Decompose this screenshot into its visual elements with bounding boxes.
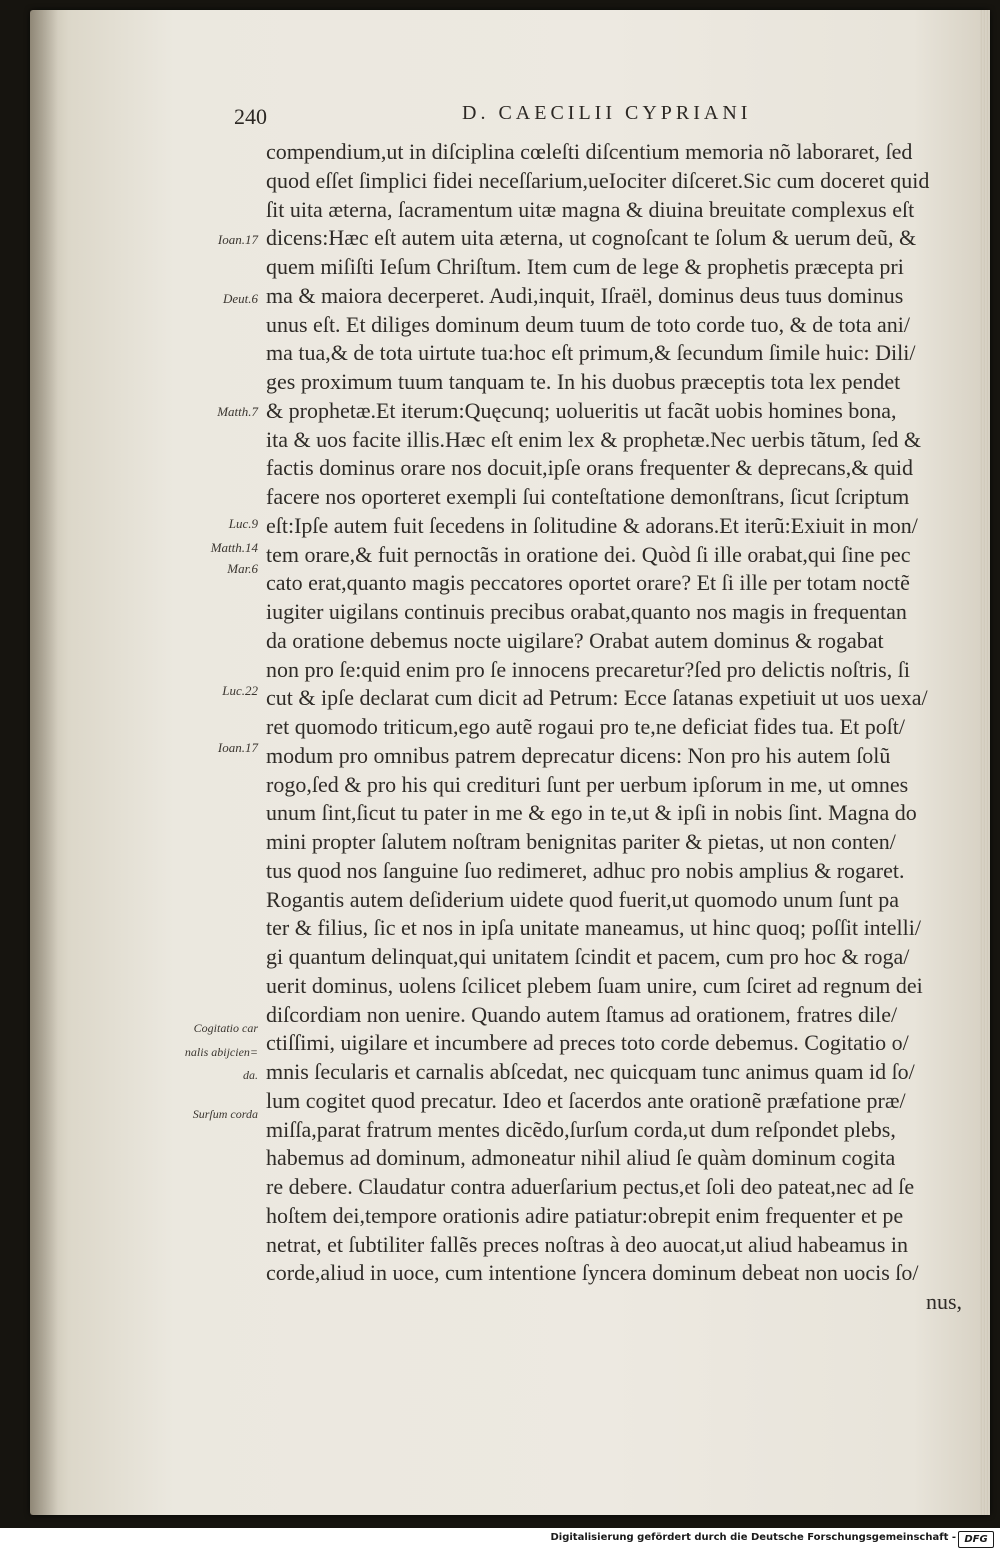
text-line: cato erat,quanto magis peccatores oportet orare? Et ſi ille per totam noctẽ — [266, 570, 910, 596]
text-line: tus quod nos ſanguine ſuo redimeret, adhuc pro nobis amplius & rogaret. — [266, 857, 905, 883]
text-line: Rogantis autem deſiderium uidete quod fuerit,ut quomodo unum ſunt pa — [266, 886, 900, 912]
text-line: miſſa,parat fratrum mentes dicẽdo,ſurſum corda,ut dum reſpondet plebs, — [266, 1116, 896, 1142]
text-line: netrat, et ſubtiliter fallẽs preces noſtras à deo auocat,ut aliud habeamus in — [266, 1231, 909, 1257]
page-number: 240 — [234, 104, 267, 129]
text-line: factis dominus orare nos docuit,ipſe orans frequenter & deprecans,& quid — [266, 455, 913, 481]
text-line: ſit uita æterna, ſacramentum uitæ magna & diuina breuitate complexus eſt — [266, 196, 915, 222]
margin-note-deut-6: Deut.6 — [222, 291, 258, 306]
funding-credit: Digitalisierung gefördert durch die Deutsche Forschungsgemeinschaft - — [550, 1532, 956, 1543]
text-line: unum ſint,ſicut tu pater in me & ego in te,ut & ipſi in nobis ſint. Magna do — [266, 800, 917, 826]
margin-note-matth-14: Matth.14 — [210, 540, 258, 555]
dfg-logo: DFG — [958, 1531, 994, 1548]
margin-note-cogitatio-2: nalis abijcien= — [184, 1045, 258, 1059]
catchword: nus, — [925, 1289, 962, 1314]
text-line: facere nos oporteret exempli ſui conteſtatione demonſtrans, ſicut ſcriptum — [266, 484, 910, 509]
text-line: unus eſt. Et diliges dominum deum tuum de toto corde tuo, & de tota ani/ — [266, 311, 911, 337]
margin-note-ioan-17: Ioan.17 — [217, 232, 258, 247]
text-line: compendium,ut in diſciplina cœleſti diſcentium memoria nõ laboraret, ſed — [266, 139, 913, 164]
text-line: hoſtem dei,tempore orationis adire patiatur:obrepit enim frequenter et pe — [266, 1202, 904, 1228]
text-line: ret quomodo triticum,ego autẽ rogaui pro te,ne deficiat fides tua. Et poſt/ — [266, 714, 906, 739]
gutter-shadow — [30, 10, 58, 1515]
text-line: rogo,ſed & pro his qui credituri ſunt per uerbum ipſorum in me, ut omnes — [266, 771, 909, 797]
book-title: D. CAECILII CYPRIANI — [462, 102, 752, 124]
body-text — [266, 138, 962, 1317]
text-line: cut & ipſe declarat cum dicit ad Petrum: Ecce ſatanas expetiuit ut uos uexa/ — [266, 685, 928, 711]
text-line: quod eſſet ſimplici fidei neceſſarium,ueIociter diſceret.Sic cum doceret quid — [266, 167, 930, 193]
text-line: corde,aliud in uoce, cum intentione ſyncera dominum debeat non uocis ſo/ — [266, 1260, 919, 1286]
text-line: uerit dominus, uolens ſcilicet plebem ſuam unire, cum ſciret ad regnum dei — [266, 972, 923, 998]
text-line: habemus ad dominum, admoneatur nihil aliud ſe quàm dominum cogita — [266, 1145, 896, 1171]
margin-note-cogitatio-3: da. — [243, 1068, 258, 1082]
text-line: tem orare,& fuit pernoctãs in oratione dei. Quòd ſi ille orabat,qui ſine pec — [266, 541, 911, 567]
text-line: da oratione debemus nocte uigilare? Orabat autem dominus & rogabat — [266, 627, 884, 653]
margin-note-cogitatio-1: Cogitatio car — [193, 1021, 258, 1035]
text-line: ter & filius, ſic et nos in ipſa unitate maneamus, ut hinc quoq; poſſit intelli/ — [266, 915, 922, 941]
text-line: re debere. Claudatur contra aduerſarium pectus,et ſoli deo pateat,nec ad ſe — [266, 1174, 915, 1199]
text-line: gi quantum delinquat,qui unitatem ſcindit et pacem, cum pro hoc & roga/ — [266, 944, 910, 969]
margin-note-sursum-corda: Surſum corda — [192, 1107, 258, 1121]
text-line: diſcordiam non uenire. Quando autem ſtamus ad orationem, fratres dile/ — [266, 1001, 898, 1027]
margin-note-luc-22: Luc.22 — [222, 683, 258, 698]
margin-note-mar-6: Mar.6 — [227, 561, 258, 576]
page-edges — [980, 10, 990, 1515]
text-line: eſt:Ipſe autem fuit ſecedens in ſolitudine & adorans.Et iterũ:Exiuit in mon/ — [266, 512, 918, 538]
text-line: ges proximum tuum tanquam te. In his duobus præceptis tota lex pendet — [266, 369, 901, 394]
text-line: & prophetæ.Et iterum:Quęcunq; uolueritis ut facãt uobis homines bona, — [266, 397, 897, 423]
text-line: dicens:Hæc eſt autem uita æterna, ut cognoſcant te ſolum & uerum deũ, & — [266, 225, 917, 251]
footer-bar — [0, 1528, 1000, 1551]
margin-note-matth-7: Matth.7 — [217, 404, 258, 419]
margin-note-ioan-17-b: Ioan.17 — [217, 740, 258, 755]
text-line: ma & maiora decerperet. Audi,inquit, Iſraël, dominus deus tuus dominus — [266, 282, 904, 308]
text-line: non pro ſe:quid enim pro ſe innocens precaretur?ſed pro delictis noſtris, ſi — [266, 656, 910, 682]
text-line: mini propter ſalutem noſtram benignitas pariter & pietas, ut non conten/ — [266, 829, 896, 854]
text-line: iugiter uigilans continuis precibus orabat,quanto nos magis in frequentan — [266, 599, 907, 624]
margin-note-luc-9: Luc.9 — [228, 516, 258, 531]
text-line: ma tua,& de tota uirtute tua:hoc eſt primum,& ſecundum ſimile huic: Dili/ — [266, 340, 916, 366]
running-head — [234, 98, 994, 132]
text-line: quem miſiſti Ieſum Chriſtum. Item cum de lege & prophetis præcepta pri — [266, 254, 904, 279]
text-line: modum pro omnibus patrem deprecatur dicens: Non pro his autem ſolũ — [266, 742, 891, 768]
text-line: mnis ſecularis et carnalis abſcedat, nec quicquam tunc animus quam id ſo/ — [266, 1059, 915, 1084]
text-line: ita & uos facite illis.Hæc eſt enim lex & prophetæ.Nec uerbis tãtum, ſed & — [266, 426, 921, 452]
text-line: ctiſſimi, uigilare et incumbere ad preces toto corde debemus. Cogitatio o/ — [266, 1030, 909, 1056]
text-line: lum cogitet quod precatur. Ideo et ſacerdos ante orationẽ præfatione præ/ — [266, 1087, 906, 1113]
